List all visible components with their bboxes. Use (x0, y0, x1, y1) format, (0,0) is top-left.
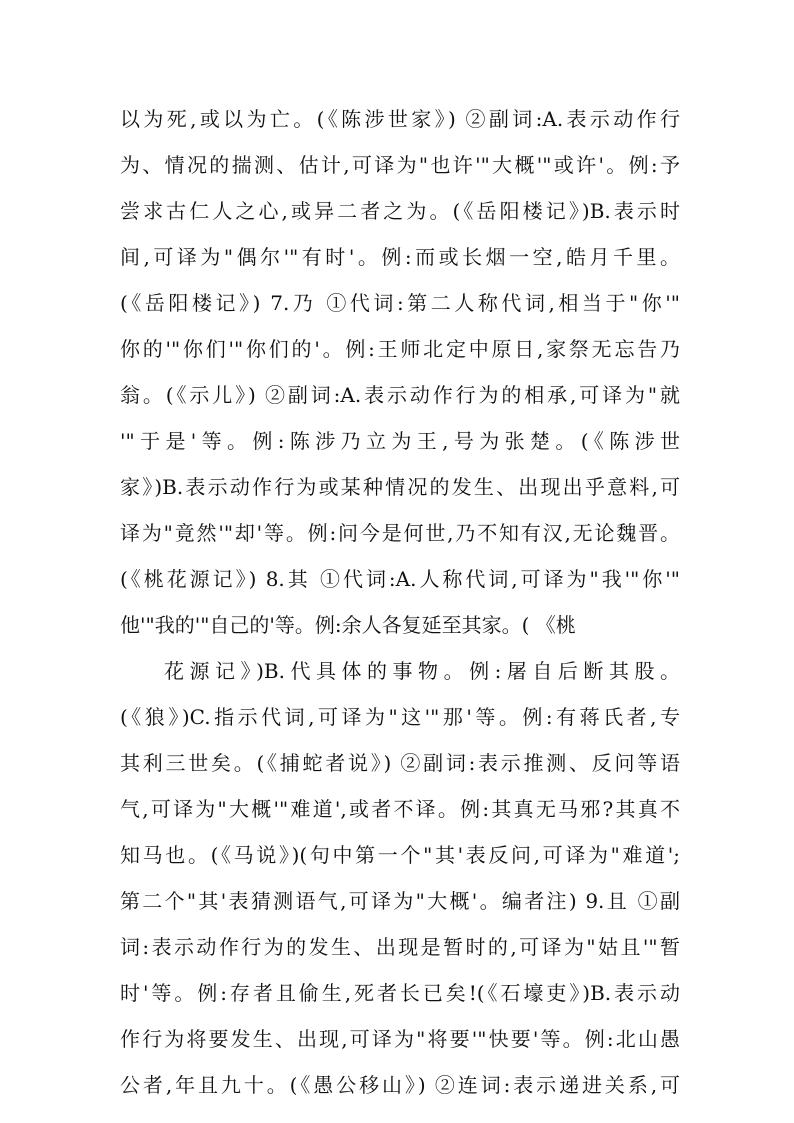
text-line: 知马也。(《马说》)(句中第一个"其'表反问,可译为"难道'; (120, 843, 680, 867)
text-line: 词:表示动作行为的发生、出现是暂时的,可译为"姑且'"暂 (120, 935, 680, 959)
text-line: 第二个"其'表猜测语气,可译为"大概'。编者注) 9.且 ①副 (120, 889, 680, 913)
text-line: 译为"竟然'"却'等。例:问今是何世,乃不知有汉,无论魏晋。 (120, 521, 680, 545)
text-line: 时'等。例:存者且偷生,死者长已矣!(《石壕吏》)B.表示动 (120, 981, 680, 1005)
text-line: 他'"我的'"自己的'等。例:余人各复延至其家。( 《桃 (120, 613, 576, 637)
text-line: 你的'"你们'"你们的'。例:王师北定中原日,家祭无忘告乃 (120, 337, 680, 361)
text-line: 其利三世矣。(《捕蛇者说》) ②副词:表示推测、反问等语 (120, 751, 680, 775)
text-line: 以为死,或以为亡。(《陈涉世家》) ②副词:A.表示动作行 (120, 107, 680, 131)
text-line: 花源记》)B.代具体的事物。例:屠自后断其股。 (164, 659, 680, 683)
text-line: (《狼》)C.指示代词,可译为"这'"那'等。例:有蒋氏者,专 (120, 705, 680, 729)
text-line: 为、情况的揣测、估计,可译为"也许'"大概'"或许'。例:予 (120, 153, 680, 177)
text-line: 家》)B.表示动作行为或某种情况的发生、出现出乎意料,可 (120, 475, 680, 499)
text-line: (《桃花源记》) 8.其 ①代词:A.人称代词,可译为"我'"你'" (120, 567, 680, 591)
text-line: 公者,年且九十。(《愚公移山》) ②连词:表示递进关系,可 (120, 1073, 680, 1097)
text-line: 尝求古仁人之心,或异二者之为。(《岳阳楼记》)B.表示时 (120, 199, 680, 223)
text-line: '"于是'等。例:陈涉乃立为王,号为张楚。(《陈涉世 (120, 429, 680, 453)
text-line: (《岳阳楼记》) 7.乃 ①代词:第二人称代词,相当于"你'" (120, 291, 680, 315)
text-line: 翁。(《示儿》) ②副词:A.表示动作行为的相承,可译为"就 (120, 383, 680, 407)
text-line: 作行为将要发生、出现,可译为"将要'"快要'等。例:北山愚 (120, 1027, 680, 1051)
text-line: 气,可译为"大概'"难道',或者不译。例:其真无马邪?其真不 (120, 797, 680, 821)
text-line: 间,可译为"偶尔'"有时'。例:而或长烟一空,皓月千里。 (120, 245, 680, 269)
